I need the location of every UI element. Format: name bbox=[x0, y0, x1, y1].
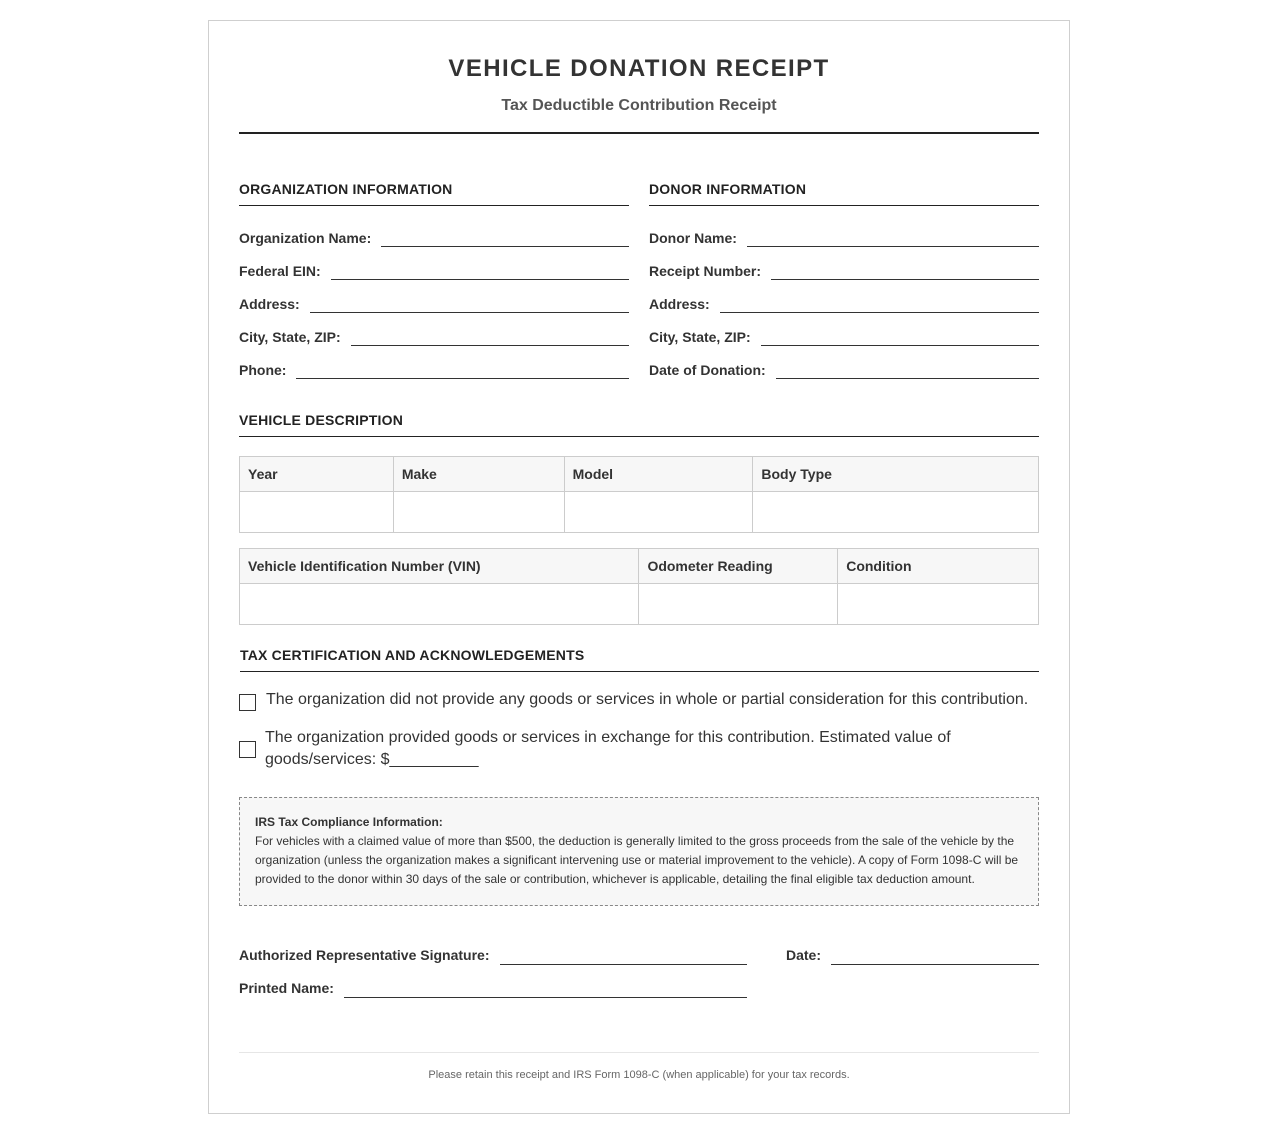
goods-provided-option bbox=[239, 727, 1039, 771]
receipt-subtitle: Tax Deductible Contribution Receipt bbox=[501, 97, 777, 114]
organization-section bbox=[239, 181, 629, 380]
organization-name-label: Organization Name: bbox=[239, 230, 372, 246]
donor-city-input[interactable] bbox=[761, 328, 1039, 346]
goods-provided-text: The organization provided goods or services in exchange for this contribution. Estimated value of goods/services: $__________ bbox=[265, 729, 951, 768]
vin-cell[interactable] bbox=[240, 584, 639, 625]
make-header: Make bbox=[393, 457, 564, 492]
donor-address-label: Address: bbox=[649, 296, 710, 312]
organization-city-input[interactable] bbox=[351, 328, 629, 346]
tax-heading: TAX CERTIFICATION AND ACKNOWLEDGEMENTS bbox=[240, 647, 1039, 672]
printed-name-label: Printed Name: bbox=[239, 980, 334, 996]
printed-name-input[interactable] bbox=[344, 980, 747, 998]
organization-name-input[interactable] bbox=[381, 229, 629, 247]
receipt-number-field bbox=[649, 248, 1039, 281]
organization-phone-field bbox=[239, 347, 629, 380]
donor-address-input[interactable] bbox=[720, 295, 1039, 313]
donor-name-input[interactable] bbox=[747, 229, 1039, 247]
vehicle-heading: VEHICLE DESCRIPTION bbox=[239, 412, 1039, 437]
organization-address-input[interactable] bbox=[310, 295, 629, 313]
footer-note: Please retain this receipt and IRS Form 1098-C (when applicable) for your tax records. bbox=[428, 1069, 850, 1081]
donor-city-field bbox=[649, 314, 1039, 347]
goods-provided-checkbox[interactable] bbox=[239, 741, 256, 758]
vin-header: Vehicle Identification Number (VIN) bbox=[240, 549, 639, 584]
model-cell[interactable] bbox=[564, 492, 753, 533]
no-goods-text: The organization did not provide any goods or services in whole or partial consideration for this contribution. bbox=[266, 691, 1029, 708]
make-cell[interactable] bbox=[393, 492, 564, 533]
irs-info-body: For vehicles with a claimed value of more than $500, the deduction is generally limited to the gross proceeds from the sale of the vehicle by the organization (unless the organization makes a significant intervening use or material improvement to the vehicle). A copy of Form 1098-C will be provided to the donor within 30 days of the sale or contribution, whichever is applicable, detailing the final eligible tax deduction amount. bbox=[255, 834, 1019, 886]
year-cell[interactable] bbox=[240, 492, 394, 533]
odometer-header: Odometer Reading bbox=[639, 549, 838, 584]
organization-phone-input[interactable] bbox=[296, 361, 629, 379]
donation-date-field bbox=[649, 347, 1039, 380]
signature-date-field bbox=[786, 947, 1039, 965]
header-divider bbox=[239, 132, 1039, 134]
donor-section bbox=[649, 181, 1039, 380]
irs-info-box bbox=[239, 797, 1039, 906]
organization-address-field bbox=[239, 281, 629, 314]
vehicle-table-basic bbox=[239, 456, 1039, 533]
federal-ein-label: Federal EIN: bbox=[239, 263, 321, 279]
donor-name-label: Donor Name: bbox=[649, 230, 737, 246]
body-type-header: Body Type bbox=[753, 457, 1039, 492]
donor-address-field bbox=[649, 281, 1039, 314]
model-header: Model bbox=[564, 457, 753, 492]
receipt-page bbox=[208, 20, 1070, 1114]
organization-city-label: City, State, ZIP: bbox=[239, 329, 341, 345]
receipt-title: VEHICLE DONATION RECEIPT bbox=[448, 55, 830, 82]
authorized-signature-field bbox=[239, 947, 747, 965]
signature-date-input[interactable] bbox=[831, 947, 1039, 965]
donor-name-field bbox=[649, 215, 1039, 248]
receipt-number-input[interactable] bbox=[771, 262, 1039, 280]
authorized-signature-label: Authorized Representative Signature: bbox=[239, 947, 490, 963]
organization-name-field bbox=[239, 215, 629, 248]
footer-divider bbox=[239, 1052, 1039, 1053]
donation-date-label: Date of Donation: bbox=[649, 362, 766, 378]
organization-heading: ORGANIZATION INFORMATION bbox=[239, 181, 629, 206]
authorized-signature-input[interactable] bbox=[500, 947, 748, 965]
signature-date-label: Date: bbox=[786, 947, 822, 963]
federal-ein-input[interactable] bbox=[331, 262, 629, 280]
organization-phone-label: Phone: bbox=[239, 362, 287, 378]
no-goods-option bbox=[239, 689, 1039, 711]
vehicle-table-details bbox=[239, 548, 1039, 625]
organization-address-label: Address: bbox=[239, 296, 300, 312]
irs-info-title: IRS Tax Compliance Information: bbox=[255, 815, 443, 829]
donor-heading: DONOR INFORMATION bbox=[649, 181, 1039, 206]
federal-ein-field bbox=[239, 248, 629, 281]
receipt-number-label: Receipt Number: bbox=[649, 263, 762, 279]
body-type-cell[interactable] bbox=[753, 492, 1039, 533]
odometer-cell[interactable] bbox=[639, 584, 838, 625]
printed-name-field bbox=[239, 980, 747, 998]
year-header: Year bbox=[240, 457, 394, 492]
no-goods-checkbox[interactable] bbox=[239, 694, 256, 711]
donation-date-input[interactable] bbox=[776, 361, 1039, 379]
condition-cell[interactable] bbox=[838, 584, 1039, 625]
donor-city-label: City, State, ZIP: bbox=[649, 329, 751, 345]
organization-city-field bbox=[239, 314, 629, 347]
condition-header: Condition bbox=[838, 549, 1039, 584]
